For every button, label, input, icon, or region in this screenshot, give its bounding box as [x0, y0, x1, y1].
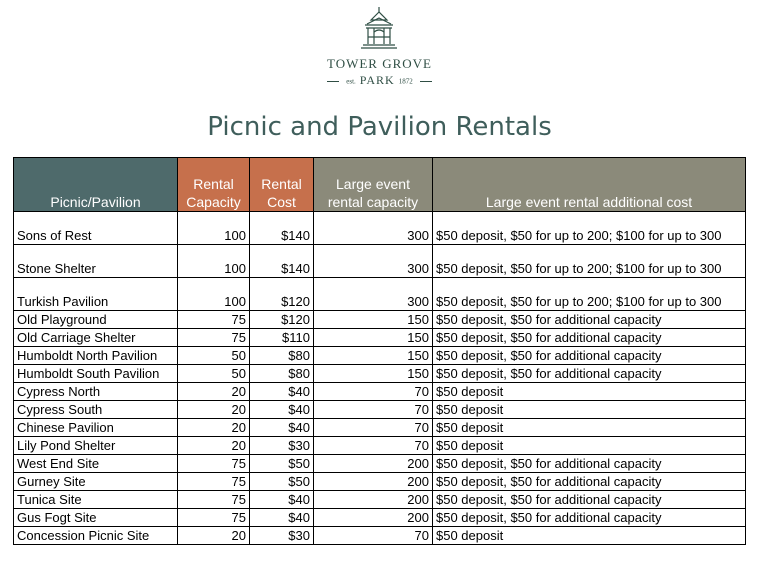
cell-capacity: 75 — [178, 455, 250, 473]
cell-large-capacity: 70 — [314, 383, 433, 401]
cell-name: Cypress South — [14, 401, 178, 419]
cell-cost: $50 — [250, 473, 314, 491]
cell-name: Old Carriage Shelter — [14, 329, 178, 347]
cell-additional-cost: $50 deposit, $50 for up to 200; $100 for up to 300 — [433, 245, 746, 278]
cell-large-capacity: 150 — [314, 365, 433, 383]
cell-large-capacity: 300 — [314, 245, 433, 278]
cell-name: Stone Shelter — [14, 245, 178, 278]
brand-park: PARK — [359, 73, 395, 87]
cell-large-capacity: 300 — [314, 212, 433, 245]
cell-large-capacity: 200 — [314, 473, 433, 491]
cell-name: Cypress North — [14, 383, 178, 401]
cell-cost: $140 — [250, 245, 314, 278]
cell-name: Sons of Rest — [14, 212, 178, 245]
cell-capacity: 50 — [178, 347, 250, 365]
divider — [327, 81, 339, 82]
cell-capacity: 100 — [178, 245, 250, 278]
cell-name: Gus Fogt Site — [14, 509, 178, 527]
table-row — [14, 245, 746, 278]
cell-additional-cost: $50 deposit, $50 for additional capacity — [433, 473, 746, 491]
cell-cost: $40 — [250, 401, 314, 419]
cell-cost: $30 — [250, 527, 314, 545]
cell-cost: $140 — [250, 212, 314, 245]
table-row — [14, 437, 746, 455]
cell-capacity: 75 — [178, 509, 250, 527]
cell-large-capacity: 70 — [314, 527, 433, 545]
cell-name: West End Site — [14, 455, 178, 473]
table-row — [14, 473, 746, 491]
cell-large-capacity: 200 — [314, 491, 433, 509]
cell-additional-cost: $50 deposit, $50 for up to 200; $100 for up to 300 — [433, 278, 746, 311]
divider — [420, 81, 432, 82]
header-rental-cost: Rental Cost — [250, 158, 314, 212]
table-row — [14, 278, 746, 311]
rentals-table — [13, 157, 746, 545]
cell-large-capacity: 70 — [314, 437, 433, 455]
header-picnic-pavilion: Picnic/Pavilion — [14, 158, 178, 212]
cell-cost: $50 — [250, 455, 314, 473]
cell-large-capacity: 150 — [314, 329, 433, 347]
brand-subline — [0, 73, 759, 88]
cell-large-capacity: 200 — [314, 509, 433, 527]
table-row — [14, 401, 746, 419]
cell-cost: $40 — [250, 509, 314, 527]
cell-name: Chinese Pavilion — [14, 419, 178, 437]
cell-capacity: 75 — [178, 329, 250, 347]
est-year: 1872 — [398, 77, 413, 86]
cell-large-capacity: 300 — [314, 278, 433, 311]
cell-additional-cost: $50 deposit — [433, 401, 746, 419]
cell-cost: $80 — [250, 365, 314, 383]
header-large-event-capacity: Large event rental capacity — [314, 158, 433, 212]
cell-additional-cost: $50 deposit, $50 for additional capacity — [433, 491, 746, 509]
cell-name: Tunica Site — [14, 491, 178, 509]
table-row — [14, 311, 746, 329]
cell-capacity: 100 — [178, 212, 250, 245]
cell-name: Turkish Pavilion — [14, 278, 178, 311]
table-row — [14, 491, 746, 509]
cell-additional-cost: $50 deposit, $50 for additional capacity — [433, 347, 746, 365]
table-row — [14, 383, 746, 401]
cell-capacity: 100 — [178, 278, 250, 311]
cell-name: Humboldt South Pavilion — [14, 365, 178, 383]
cell-additional-cost: $50 deposit — [433, 383, 746, 401]
gazebo-logo-icon — [358, 6, 400, 52]
cell-additional-cost: $50 deposit — [433, 419, 746, 437]
table-header-row — [14, 158, 746, 212]
cell-name: Gurney Site — [14, 473, 178, 491]
cell-large-capacity: 70 — [314, 401, 433, 419]
table-row — [14, 347, 746, 365]
cell-additional-cost: $50 deposit, $50 for additional capacity — [433, 455, 746, 473]
cell-additional-cost: $50 deposit, $50 for additional capacity — [433, 311, 746, 329]
cell-additional-cost: $50 deposit, $50 for additional capacity — [433, 365, 746, 383]
cell-large-capacity: 200 — [314, 455, 433, 473]
cell-capacity: 20 — [178, 527, 250, 545]
header-large-event-additional-cost: Large event rental additional cost — [433, 158, 746, 212]
cell-capacity: 20 — [178, 419, 250, 437]
cell-cost: $40 — [250, 383, 314, 401]
header-rental-capacity: Rental Capacity — [178, 158, 250, 212]
table-row — [14, 455, 746, 473]
table-row — [14, 419, 746, 437]
park-logo — [0, 0, 759, 95]
table-row — [14, 509, 746, 527]
table-row — [14, 212, 746, 245]
brand-name: TOWER GROVE — [326, 56, 432, 71]
cell-additional-cost: $50 deposit — [433, 437, 746, 455]
table-row — [14, 365, 746, 383]
cell-cost: $40 — [250, 419, 314, 437]
cell-cost: $110 — [250, 329, 314, 347]
cell-additional-cost: $50 deposit, $50 for additional capacity — [433, 329, 746, 347]
cell-capacity: 50 — [178, 365, 250, 383]
cell-name: Lily Pond Shelter — [14, 437, 178, 455]
cell-capacity: 20 — [178, 437, 250, 455]
cell-cost: $40 — [250, 491, 314, 509]
table-row — [14, 329, 746, 347]
cell-cost: $120 — [250, 311, 314, 329]
cell-cost: $120 — [250, 278, 314, 311]
cell-capacity: 20 — [178, 383, 250, 401]
cell-capacity: 20 — [178, 401, 250, 419]
cell-large-capacity: 150 — [314, 311, 433, 329]
cell-cost: $30 — [250, 437, 314, 455]
cell-capacity: 75 — [178, 491, 250, 509]
cell-additional-cost: $50 deposit — [433, 527, 746, 545]
cell-large-capacity: 70 — [314, 419, 433, 437]
cell-additional-cost: $50 deposit, $50 for additional capacity — [433, 509, 746, 527]
cell-name: Old Playground — [14, 311, 178, 329]
cell-name: Concession Picnic Site — [14, 527, 178, 545]
cell-capacity: 75 — [178, 311, 250, 329]
est-label: est. — [346, 77, 356, 86]
cell-capacity: 75 — [178, 473, 250, 491]
cell-large-capacity: 150 — [314, 347, 433, 365]
cell-additional-cost: $50 deposit, $50 for up to 200; $100 for up to 300 — [433, 212, 746, 245]
cell-cost: $80 — [250, 347, 314, 365]
cell-name: Humboldt North Pavilion — [14, 347, 178, 365]
page-title: Picnic and Pavilion Rentals — [207, 112, 552, 142]
table-row — [14, 527, 746, 545]
